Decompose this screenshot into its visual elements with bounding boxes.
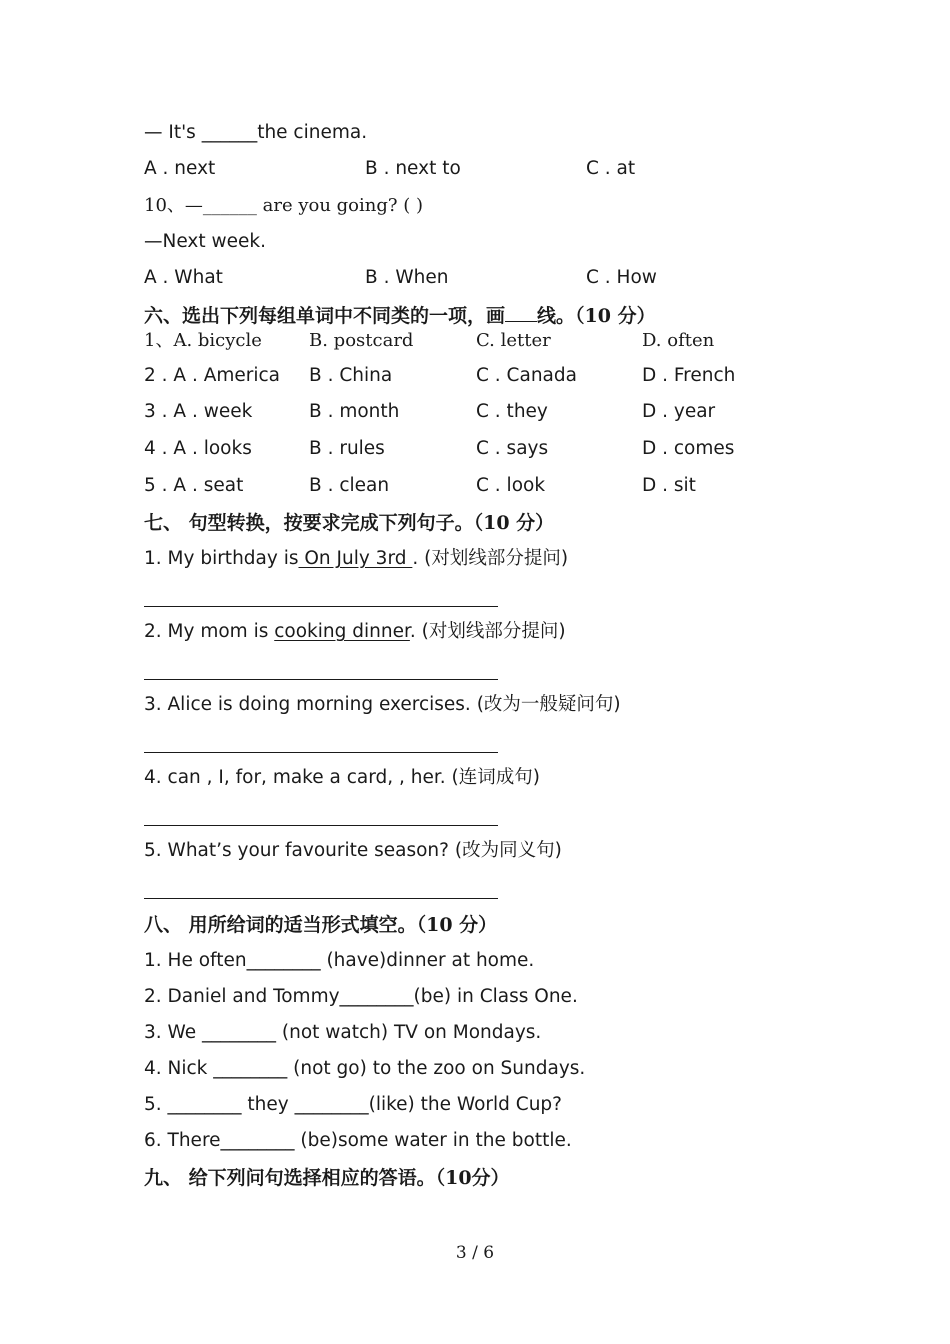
s6-row1-b: B. postcard	[309, 330, 414, 351]
s6-row3-d: D . year	[642, 401, 716, 422]
s6-row2-b: B . China	[309, 365, 393, 386]
s6-row5-c: C . look	[476, 475, 546, 496]
s6-row1-d: D. often	[642, 330, 715, 351]
s6-row1-c: C. letter	[476, 330, 551, 351]
s8-item-6: 6. There________ (be)some water in the bottle.	[144, 1130, 572, 1151]
s7-answer-line-2[interactable]	[144, 679, 498, 680]
s7-answer-line-3[interactable]	[144, 752, 498, 753]
section6-heading	[144, 303, 656, 328]
s8-item-3: 3. We ________ (not watch) TV on Mondays.	[144, 1022, 542, 1043]
s6-row3-a: 3 . A . week	[144, 401, 253, 422]
s7-answer-line-1[interactable]	[144, 606, 498, 607]
section6-heading-post: 线。（10 分）	[537, 305, 656, 327]
s7-item-2-text: 2. My mom is	[144, 621, 275, 642]
s6-row4-a: 4 . A . looks	[144, 438, 252, 459]
s7-item-3: 3. Alice is doing morning exercises. (改为一般疑问句)	[144, 694, 621, 715]
s6-row4-b: B . rules	[309, 438, 385, 459]
section8-heading: 八、 用所给词的适当形式填空。（10 分）	[144, 914, 498, 936]
section7-heading: 七、 句型转换，按要求完成下列句子。（10 分）	[144, 512, 555, 534]
s6-row2-d: D . French	[642, 365, 736, 386]
s6-row1-a: 1、A. bicycle	[144, 330, 262, 351]
s7-answer-line-5[interactable]	[144, 898, 498, 899]
s7-item-2-instruction: . (对划线部分提问)	[409, 621, 566, 642]
s8-item-5: 5. ________ they ________(like) the World Cup?	[144, 1094, 562, 1115]
q9-option-c: C . at	[586, 158, 636, 179]
q10-option-a: A . What	[144, 267, 223, 288]
s8-item-2: 2. Daniel and Tommy________(be) in Class One.	[144, 986, 578, 1007]
q9-option-b: B . next to	[365, 158, 461, 179]
section6-heading-pre: 六、选出下列每组单词中不同类的一项，画	[144, 305, 506, 327]
s6-row4-d: D . comes	[642, 438, 735, 459]
s7-item-5: 5. What’s your favourite season? (改为同义句)	[144, 840, 562, 861]
s7-item-1-text: 1. My birthday is	[144, 548, 299, 569]
section6-heading-blank	[505, 303, 537, 322]
s6-row5-a: 5 . A . seat	[144, 475, 244, 496]
s7-item-1	[144, 547, 568, 571]
s6-row4-c: C . says	[476, 438, 549, 459]
s6-row5-d: D . sit	[642, 475, 696, 496]
s6-row2-a: 2 . A . America	[144, 365, 281, 386]
q9-option-a: A . next	[144, 158, 216, 179]
s7-item-1-instruction: . (对划线部分提问)	[412, 548, 569, 569]
q10-question: 10、—______ are you going? ( )	[144, 195, 424, 216]
q10-option-b: B . When	[365, 267, 449, 288]
q9-answer-line: — It's ______the cinema.	[144, 122, 368, 143]
s6-row3-b: B . month	[309, 401, 400, 422]
q10-answer-line: —Next week.	[144, 231, 266, 252]
s7-item-2	[144, 620, 566, 644]
s7-answer-line-4[interactable]	[144, 825, 498, 826]
s8-item-4: 4. Nick ________ (not go) to the zoo on Sundays.	[144, 1058, 586, 1079]
s6-row5-b: B . clean	[309, 475, 390, 496]
q10-option-c: C . How	[586, 267, 657, 288]
s7-item-4: 4. can , I, for, make a card, , her. (连词成句)	[144, 767, 540, 788]
s6-row3-c: C . they	[476, 401, 548, 422]
section9-heading: 九、 给下列问句选择相应的答语。（10分）	[144, 1167, 510, 1189]
page-number: 3 / 6	[455, 1243, 495, 1263]
s7-item-1-underlined: On July 3rd	[298, 548, 413, 569]
s6-row2-c: C . Canada	[476, 365, 577, 386]
s8-item-1: 1. He often________ (have)dinner at home.	[144, 950, 535, 971]
s7-item-2-underlined: cooking dinner	[274, 621, 410, 642]
